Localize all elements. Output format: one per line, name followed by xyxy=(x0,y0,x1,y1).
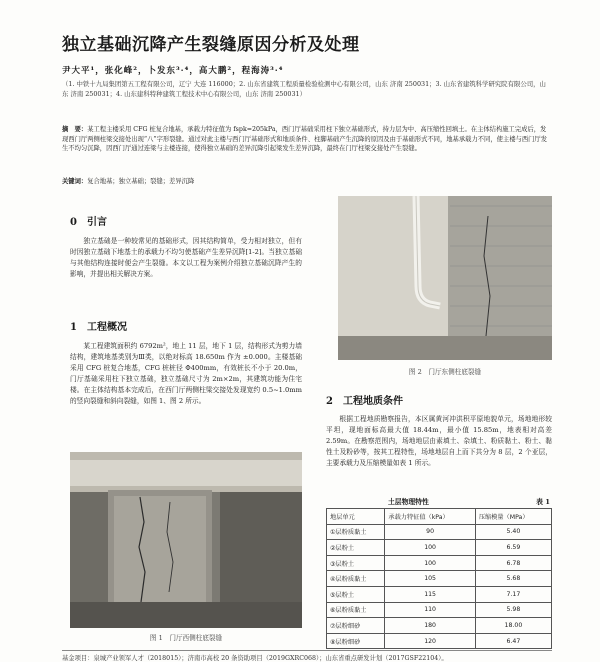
table-row xyxy=(327,540,552,556)
keywords-text: 复合地基；独立基础；裂缝；差异沉降 xyxy=(87,178,195,185)
table-row xyxy=(327,586,552,602)
affiliations: （1. 中铁十九局集团第五工程有限公司，辽宁 大连 116000；2. 山东省建筑工程质量检验检测中心有限公司，山东 济南 250031；3. 山东省建筑科学研究院有限公司，山东 济南 250031；4. 山东建科特种建筑工程技术中心有限公司，山东 济南 250031） xyxy=(62,80,546,98)
soil-layer-cell: ⑤层粉土 xyxy=(327,586,385,602)
keywords-label: 关键词： xyxy=(62,178,88,185)
overview-paragraph xyxy=(70,341,302,407)
table-header-cell: 地层单元 xyxy=(327,509,385,525)
intro-paragraph xyxy=(70,236,302,280)
intro-text: 独立基础是一种较常见的基础形式，因其结构简单，受力相对独立，但有时因独立基础下地基土的承载力不均匀使基础产生差异沉降[1-2]。当独立基础与其他结构连接时便会产生裂缝。本文以工程为案例介绍独立基础沉降产生的影响，并提出相关解决方案。 xyxy=(70,237,302,278)
figure-2-photo xyxy=(338,196,552,360)
table-row xyxy=(327,618,552,634)
compression-modulus-cell: 5.68 xyxy=(475,571,551,587)
table-1-title: 土层物理特性 xyxy=(388,498,429,506)
bearing-capacity-cell: 100 xyxy=(385,540,475,556)
figure-1-caption: 图 1 门厅西侧柱底裂缝 xyxy=(149,634,223,642)
compression-modulus-cell: 5.40 xyxy=(475,524,551,540)
table-row xyxy=(327,633,552,649)
bearing-capacity-cell: 120 xyxy=(385,633,475,649)
table-header-cell: 压缩模量（MPa） xyxy=(475,509,551,525)
geology-heading: 2 工程地质条件 xyxy=(326,396,403,407)
table-1 xyxy=(326,508,552,649)
intro-heading: 0 引言 xyxy=(70,217,107,228)
bearing-capacity-cell: 180 xyxy=(385,618,475,634)
author-list: 尹大平¹，张化峰²，卜发东³·⁴，高大鹏²，程海涛³·⁴ xyxy=(62,66,284,76)
bearing-capacity-cell: 110 xyxy=(385,602,475,618)
table-header-cell: 承载力特征值（kPa） xyxy=(385,509,475,525)
abstract-label: 摘 要： xyxy=(62,126,88,133)
funding-footnote: 基金项目：泉城产业领军人才（2018015）；济南市高校 20 条资助项目（2019GXRC068）；山东省重点研发计划（2017GSF22104）。 xyxy=(62,650,552,662)
paper-title: 独立基础沉降产生裂缝原因分析及处理 xyxy=(62,35,360,55)
figure-2-image xyxy=(338,196,552,360)
soil-property-table xyxy=(326,508,552,649)
keywords xyxy=(62,176,552,185)
table-row xyxy=(327,571,552,587)
bearing-capacity-cell: 90 xyxy=(385,524,475,540)
compression-modulus-cell: 7.17 xyxy=(475,586,551,602)
geology-text: 根据工程地质勘察报告，本区属黄河冲洪积平原地貌单元，场地地形较平坦，现地面标高最大值 18.44m，最小值 15.85m，地表相对高差 2.59m。在勘察范围内，场地地层由素填土、杂填土、粉质黏土、粉土、黏性土及粉砂等，按其工程特性，场地地层自上而下共分为 8 层，2 个亚层，主要承载力及压缩模量如表 1 所示。 xyxy=(326,415,552,467)
compression-modulus-cell: 6.59 xyxy=(475,540,551,556)
table-row xyxy=(327,602,552,618)
soil-layer-cell: ①层粉质黏土 xyxy=(327,524,385,540)
bearing-capacity-cell: 100 xyxy=(385,555,475,571)
soil-layer-cell: ⑧层粉细砂 xyxy=(327,633,385,649)
table-row xyxy=(327,524,552,540)
compression-modulus-cell: 6.47 xyxy=(475,633,551,649)
soil-layer-cell: ②层粉土 xyxy=(327,540,385,556)
compression-modulus-cell: 5.98 xyxy=(475,602,551,618)
table-header-row xyxy=(327,509,552,525)
table-row xyxy=(327,555,552,571)
figure-2-caption: 图 2 门厅东侧柱底裂缝 xyxy=(408,368,482,376)
abstract xyxy=(62,125,552,154)
overview-text: 某工程建筑面积约 6792m²，地上 11 层，地下 1 层，结构形式为剪力墙结构，建筑地基类别为Ⅲ类，以绝对标高 18.650m 作为 ±0.000。主楼基础采用 CFG 桩复合地基，CFG 桩桩径 Φ400mm，有效桩长不小于 20.0m，门厅基础采用柱下独立基础，独立基础尺寸为 2m×2m，其建筑功能为住宅楼。在主体结构基本完成后，在西门厅两侧柱梁交接处发现宽约 0.5~1.0mm 的竖向裂缝和斜向裂缝，如图 1、图 2 所示。 xyxy=(70,342,302,405)
figure-1-image xyxy=(70,452,302,628)
bearing-capacity-cell: 115 xyxy=(385,586,475,602)
compression-modulus-cell: 6.78 xyxy=(475,555,551,571)
figure-1-photo xyxy=(70,452,302,628)
bearing-capacity-cell: 105 xyxy=(385,571,475,587)
geology-paragraph xyxy=(326,414,552,469)
overview-heading: 1 工程概况 xyxy=(70,322,127,333)
soil-layer-cell: ⑦层粉细砂 xyxy=(327,618,385,634)
soil-layer-cell: ③层粉土 xyxy=(327,555,385,571)
soil-layer-cell: ⑥层粉质黏土 xyxy=(327,602,385,618)
abstract-text: 某工程主楼采用 CFG 桩复合地基，承载力特征值为 fspk=205kPa，西门厅基础采用柱下独立基础形式，持力层为中、高压缩性回填土。在主体结构施工完成后，发现西门厅两侧柱梁交接处出现“八”字形裂缝。通过对此主楼与西门厅基础形式和地质条件、柱脚基础产生沉降的原因及由于基础形式不同，地基承载力不同，使主楼与西门厅发生不均匀沉降，因西门厅通过连梁与主楼连接，使得独立基础的差异沉降引起梁发生差异沉降，最终在门厅柱梁交接处产生裂缝。 xyxy=(62,126,548,153)
soil-layer-cell: ④层粉质黏土 xyxy=(327,571,385,587)
table-1-label: 表 1 xyxy=(536,498,550,506)
compression-modulus-cell: 18.00 xyxy=(475,618,551,634)
